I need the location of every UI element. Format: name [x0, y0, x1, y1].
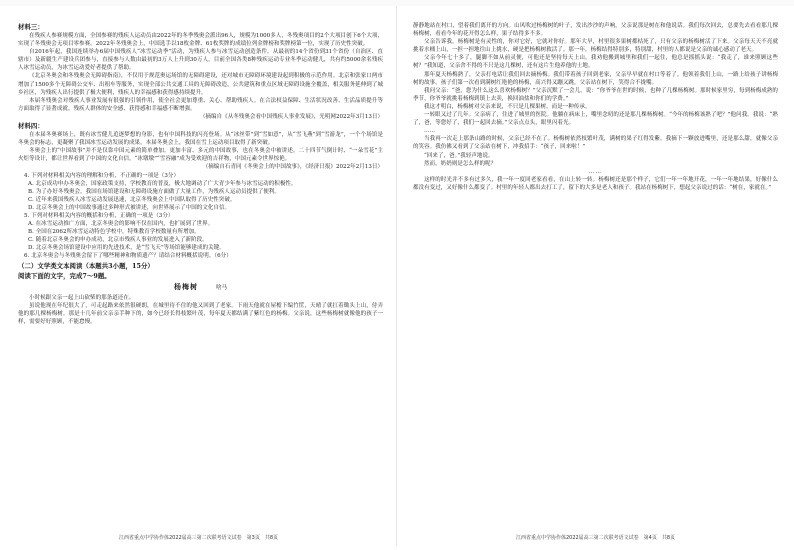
- story-title: [18, 281, 383, 294]
- paragraph: “回来了，爸。”我轻声地说。: [424, 152, 494, 159]
- paragraph: 在本届冬奥赛场上，既有冰雪健儿追逐梦想的身影，也有中国科技的闪亮登场。从“冰丝带”到“雪如意”，从“雪飞燕”到“雪游龙”，一个个场馆是冬奥会的标志，更凝聚了我国冰雪运动发展的成果。本届冬奥会上，我国在雪上运动项目取得了新突破。: [18, 132, 383, 147]
- paragraph: 那年夏天杨梅熟了，父亲打电话让我们回去摘杨梅。我们带着孩子回到老家，父亲早早就在村口等着了。他领着我们上山，一路上给孩子讲杨梅树的故事。孩子们第一次看到满树红艳艳的杨梅，高兴得又蹦又跳。父亲站在树下，笑得合不拢嘴。: [413, 71, 778, 86]
- section-2-instruction: 阅读下面的文字，完成7～9题。: [18, 271, 111, 280]
- paragraph: 这样的时光并不多有过多久，我一年一度回老家看看，在山上转一转。杨梅树还是那个样子，它们一年一年地开花，一年一年地结果，好像什么都没有变过，又好像什么都变了。村里的年轻人都出去打工了，留下的大多是老人和孩子。我站在杨梅树下，想起父亲说过的话：“树在，家就在。”: [413, 176, 778, 191]
- option-a: A. 北京成功申办冬奥会，国家政策支持，学校教育的普及，极大地调动了广大青少年参与冰雪运动的积极性。: [28, 180, 297, 187]
- story-title-text: 杨梅树: [173, 281, 198, 291]
- paragraph: 自2016年起，我国连续举办6届中国残疾人“冰雪运动季”活动，为残疾人参与冰雪运动创造条件。从最初的14个省份到31个省份（自治区、直辖市）及新疆生产建设兵团参与，直接参与人数由最初的3万人上升到30万人。目前全国各类8种残疾运动专业冬季运动健儿，共有约5000余名残疾人冰雪运动员，为冰雪运动爱好者提供了帮助。: [18, 49, 383, 72]
- paragraph: 父亲今年七十多了，腿脚不如从前灵便，可他还是坚持每天上山。我劝他搬到城里和我们一起住，他总是摇摇头说：“我走了，谁来照顾这些树？”我知道，父亲舍不得的不只是这几棵树，还有这片生他养他的土地。: [413, 55, 778, 70]
- option-a: A. 在冰雪运动推广方面，北京冬奥会的影响不仅在国内，也扩展到了世界。: [28, 221, 214, 228]
- question-6: 6. 北京冬奥会与冬残奥会留下了哪些精神和物质遗产？请结合材料概括说明。（6分）: [24, 253, 232, 260]
- source-citation: （摘编自《从冬残奥会看中国残疾人事业发展》，光明网2022年3月13日）: [199, 113, 383, 120]
- paragraph: 一转眼又过了几年。父亲病了，住进了城里的医院。他躺在病床上，嘴里念叨的还是那几棵杨梅树。“今年的杨梅该熟了吧？”他问我。我说：“熟了，爸，等您好了，我们一起回去摘。”父亲点点头，眼里闪着光。: [413, 112, 778, 127]
- paragraph: 冬奥会上的“中国故事”并不是仅靠中国元素的简单叠加。更加丰富、多元的中国故事，也在冬奥会中被讲述。二十四节气倒计时、“一朵雪花”主火炬等设计，都让世界看到了中国的文化自信。“冰墩墩”“雪容融”成为受欢迎的吉祥物，中国元素令世界惊艳。: [18, 148, 383, 163]
- paragraph: 在残疾人参赛规模方面，全国参赛的残疾人运动员由2022年的冬季残奥会派出96人，规模为1000多人，冬残奥项目的2个大项目创下6个大项，实现了冬残奥会无项目零参赛。2022年冬残奥会上，中国选手以18枚金牌、61枚奖牌的成绩位列金牌榜和奖牌榜第一位，实现了历史性突破。: [18, 33, 383, 48]
- paragraph: 《北京冬奥会和冬残奥会无障碍指南》，不仅用于规范奥运场馆的无障碍建设，还对城市无障碍环境建设起到积极的示范作用。北京和张家口两市增加了1500多个无障碍公交车、出租车等服务，实现全部公共交通工具的无障碍改造，公共建筑和重点区域无障碍设施全覆盖，相关服务延伸到了城乡社区，为残疾人出行提供了极大便利，残疾人的幸福感和获得感持续提升。: [18, 73, 383, 96]
- page-footer: 江西省重点中学协作体2022届高三第二次联考语文试卷 第3页 共8页: [118, 535, 279, 541]
- section-2-heading: （二）文学类文本阅读（本题共3小题，15分）: [18, 261, 154, 270]
- paragraph: 父亲告诉我，杨梅树是有灵性的，你对它好，它就对你好。那年大旱，村里很多果树都枯死了，只有父亲的杨梅树活了下来。父亲每天天不亮就挑着水桶上山，一担一担地往山上挑水，硬是把杨梅树救活了。那一年，杨梅结得特别多，特别甜，村里的人都说是父亲的诚心感动了老天。: [413, 39, 778, 54]
- paragraph: 虽说他现在年纪很大了，可走起路来依然很硬朗，在城里待不住的他又回到了老家。下雨天他就在屋檐下编竹筐，天晴了就扛着锄头上山，侍弄他的那几棵杨梅树。那是十几年前父亲亲手种下的，如今已经长得枝繁叶茂，每年夏天都结满了紫红色的杨梅。父亲说，这些杨梅树就像他的孩子一样，需要好好照顾，不能怠慢。: [18, 302, 383, 325]
- paragraph: 然而，奶奶则是怎么样的呢？: [424, 160, 497, 167]
- option-b: B. 全国在2062所冰雪运动特色学校中，特殊教育学校数量有所增加。: [28, 229, 200, 236]
- story-author: 啥马: [215, 284, 227, 291]
- paragraph: ……: [424, 128, 436, 135]
- paragraph: 当我再一次走上那条山路的时候，父亲已经不在了。杨梅树依然枝繁叶茂，满树的果子红得发紫。我摘下一颗放进嘴里，还是那么甜，就像父亲的笑容。我仿佛又看到了父亲站在树下，冲我招手：“孩子，回来啦！”: [413, 136, 778, 151]
- material-3-heading: 材料三：: [18, 23, 44, 31]
- paragraph: 静静地站在村口，望着我们离开的方向。山风吹过杨梅树的叶子，发出沙沙的声响，父亲说那是树在和他说话。我们每次回去，总要先去看看那几棵杨梅树，看看今年的花开得怎么样，果子结得多不多。: [413, 23, 778, 38]
- option-b: B. 为了办好冬残奥会，我国在场馆建设和无障碍设施方面做了大量工作，为残疾人运动员提供了便利。: [28, 188, 280, 195]
- question-4: 4. 下列对材料相关内容的理解和分析，不正确的一项是（3分）: [24, 172, 179, 179]
- paragraph: 我问父亲：“爸，您为什么这么喜欢杨梅树？”父亲沉默了一会儿，说：“你爷爷在世的时候，也种了几棵杨梅树。那时候家里穷，每到杨梅成熟的季节，你爷爷就挑着杨梅到镇上去卖，换回油盐和你们的学费。”: [413, 87, 778, 102]
- section-break: ……: [589, 168, 602, 175]
- paragraph: 小时候跟父亲一起上山砍柴的那条道还在。: [29, 294, 135, 301]
- option-d: D. 北京冬奥会上的中国故事通过多种形式被讲述，向世界展示了中国的文化自信。: [28, 204, 231, 211]
- paragraph: 我这才明白，杨梅树对父亲来说，不只是几棵果树，而是一种传承。: [424, 103, 591, 110]
- option-d: D. 北京冬奥会场馆建设中应用的先进技术，是“雪飞天”等场馆能够建成的关键。: [28, 245, 225, 252]
- option-c: C. 随着北京冬奥会的申办成功，北京市残疾人事业的发展进入了新阶段。: [28, 237, 208, 244]
- option-c: C. 近年来我国残疾人冰雪运动发展迅速，北京冬残奥会上中国队取得了历史性突破。: [28, 196, 236, 203]
- material-4-heading: 材料四：: [18, 122, 44, 131]
- page-footer: 江西省重点中学协作体2022届高三第二次联考语文试卷 第4页 共8页: [515, 535, 676, 541]
- paragraph: 本届冬残奥会对残疾人事业发展有很强的引领作用，使全社会更加尊重、关心、帮助残疾人。在合法权益保障、生活状况改善、生活品质提升等方面取得了显著成就。残疾人群体的安全感、获得感和幸福感不断增强。: [18, 97, 383, 112]
- source-citation: （摘编自石青同《冬奥会上的中国故事》，《经济日报》2022年2月13日）: [202, 164, 383, 171]
- exam-page-right: [397, 0, 794, 550]
- question-5: 5. 下列对材料相关内容的概括和分析，正确的一项是（3分）: [24, 212, 174, 219]
